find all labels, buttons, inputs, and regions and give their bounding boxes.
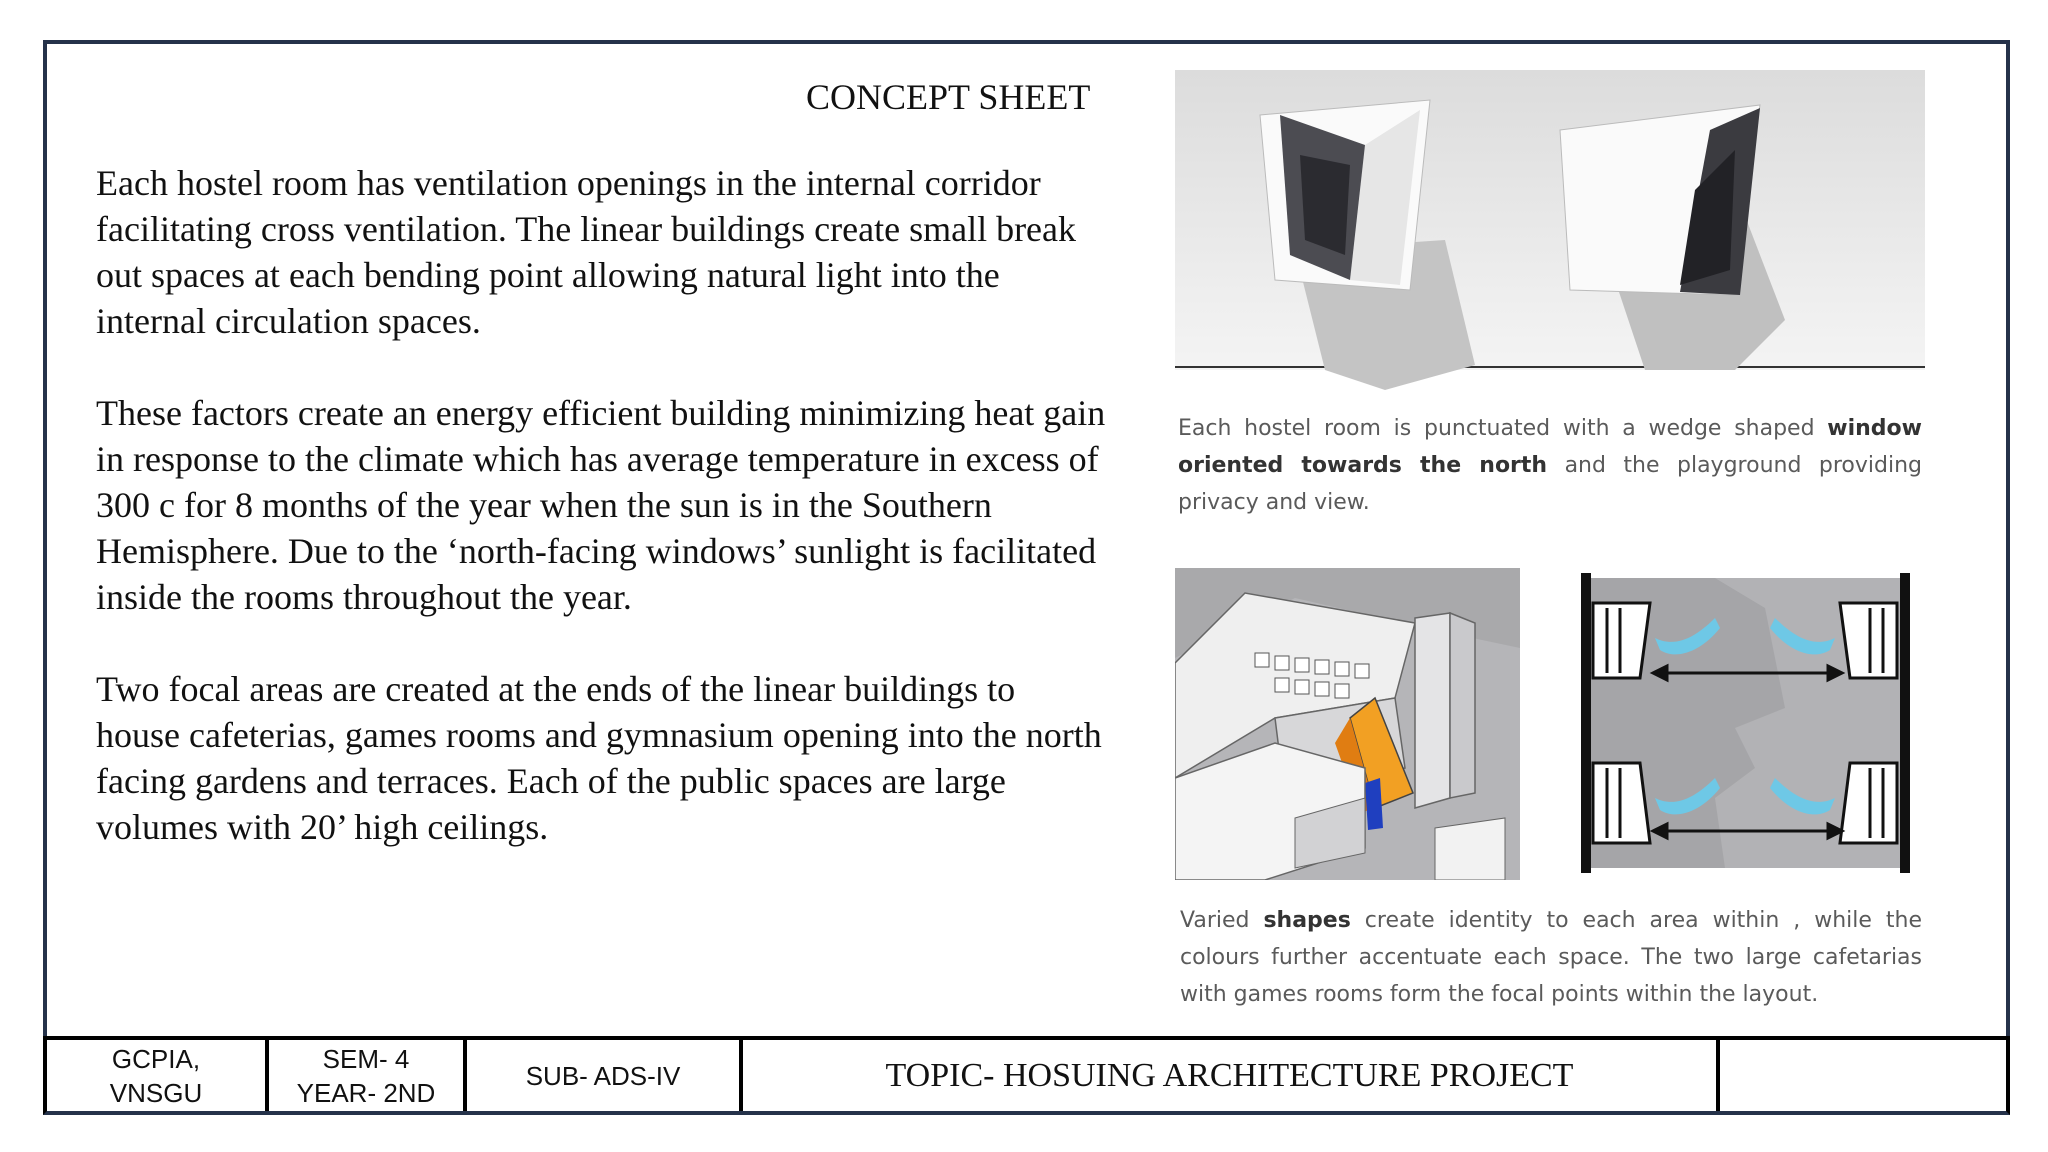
subject-text: SUB- ADS-IV [525,1060,681,1091]
caption2-post: create identity to each area within , while the colours further accentuate each space. The two large cafetarias with games rooms form the focal points within the layout. [1180,908,1922,1007]
ventilation-plan-image [1565,568,1925,880]
caption1-bold: window oriented towards the north [1178,416,1922,478]
page-title: CONCEPT SHEET [806,77,1091,117]
institute-line1: GCPIA, [111,1043,201,1074]
axonometric-building-image [1175,568,1520,880]
institute-line2: VNSGU [109,1077,203,1108]
caption-varied-shapes [1180,902,1922,1013]
caption1-post: and the playground providing privacy and view. [1178,453,1922,515]
semester-line1: SEM- 4 [322,1043,410,1074]
subject-cell [467,1040,743,1111]
paragraph-ventilation: Each hostel room has ventilation openings in the internal corridor facilitating cross ventilation. The linear buildings create small break out spaces at each bending point allowing natural light into the internal circulation spaces. [96,163,1077,341]
semester-line2: YEAR- 2ND [296,1077,436,1108]
caption1-pre: Each hostel room is punctuated with a wedge shaped [1178,416,1828,441]
title-block-footer [43,1036,2010,1115]
topic-cell [743,1040,1720,1111]
institute-cell [47,1040,269,1111]
body-text [96,160,1106,896]
paragraph-focal-areas: Two focal areas are created at the ends of the linear buildings to house cafeterias, games rooms and gymnasium opening into the north facing gardens and terraces. Each of the public spaces are large volumes with 20’ high ceilings. [96,669,1102,847]
wedge-window-model-image [1175,70,1925,390]
blank-cell [1720,1040,2006,1111]
topic-text: TOPIC- HOSUING ARCHITECTURE PROJECT [885,1056,1574,1094]
caption2-pre: Varied [1180,908,1264,933]
caption2-bold: shapes [1263,908,1351,933]
caption-wedge-window [1178,410,1922,521]
semester-cell [269,1040,467,1111]
paragraph-energy: These factors create an energy efficient building minimizing heat gain in response to the climate which has average temperature in excess of 300 c for 8 months of the year when the sun is in the Southern Hemisphere. Due to the ‘north-facing windows’ sunlight is facilitated inside the rooms throughout the year. [96,393,1106,617]
